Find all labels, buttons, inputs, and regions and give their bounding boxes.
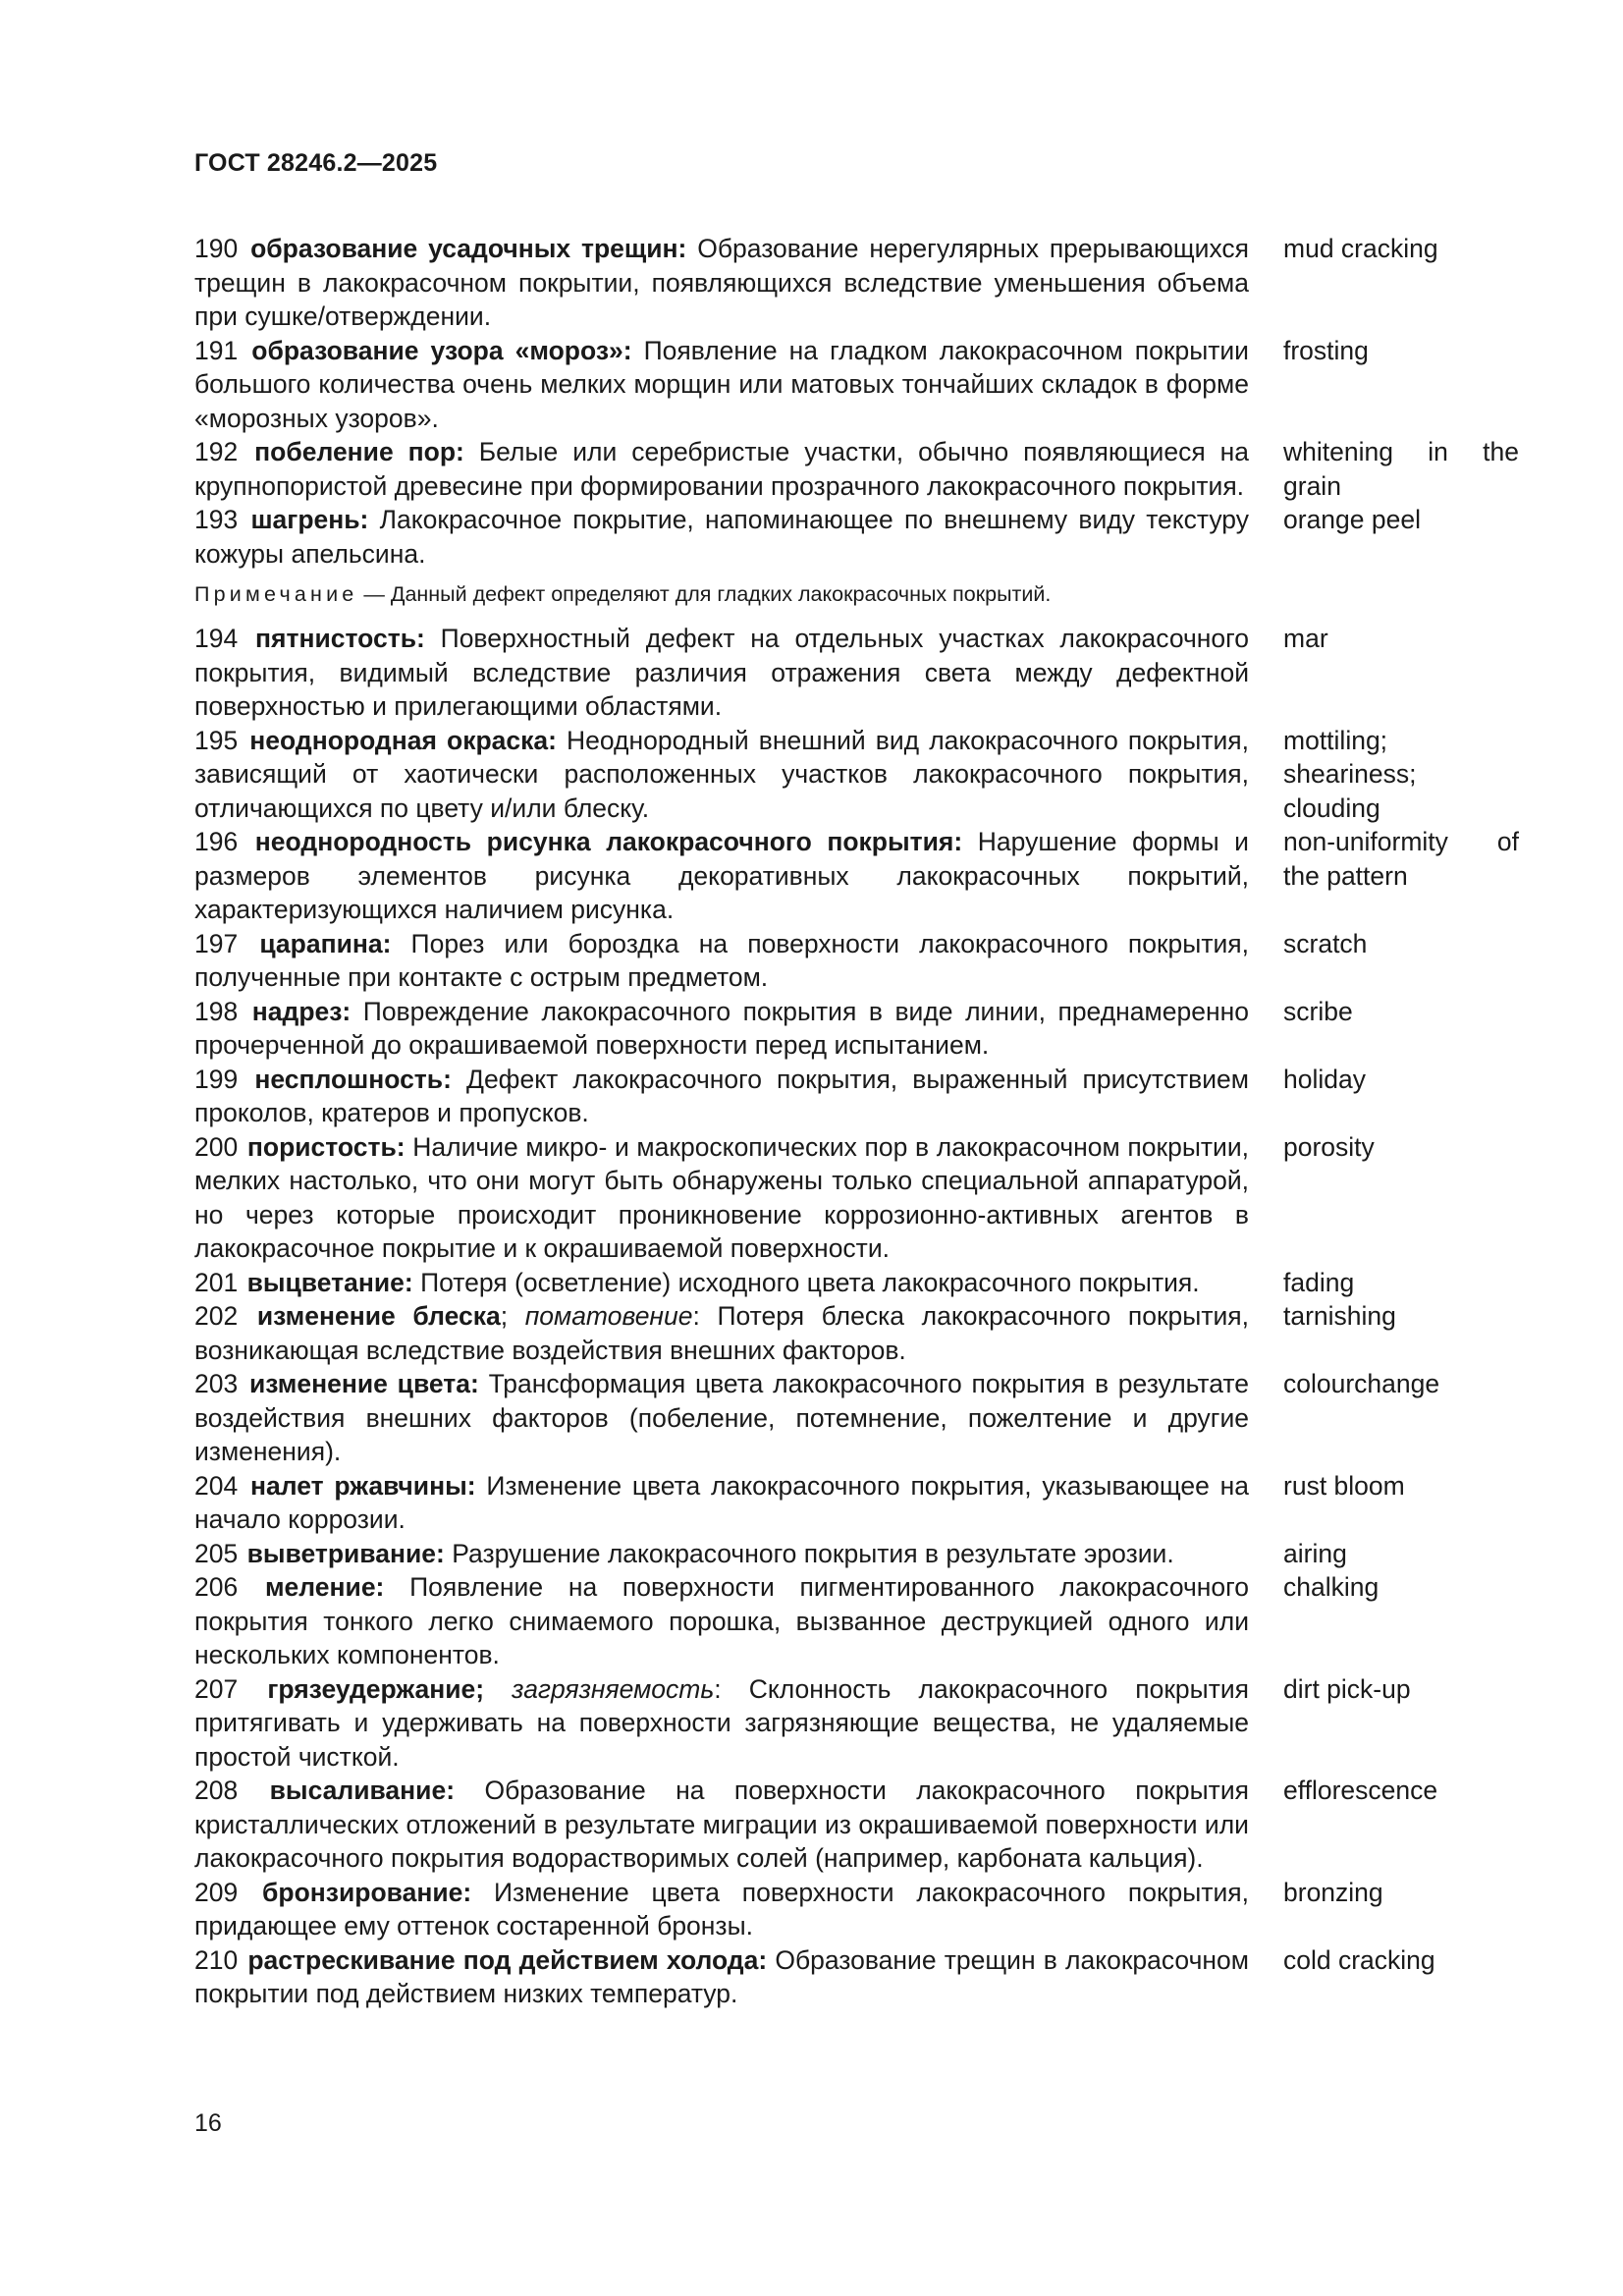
term-english: dirt pick-up — [1283, 1673, 1411, 1704]
term-name: грязеудержание; — [267, 1673, 485, 1704]
term-entry-202 — [194, 1299, 1520, 1367]
term-number: 190 — [194, 234, 239, 263]
term-definition — [194, 1672, 1249, 1775]
term-english: cold cracking — [1283, 1944, 1435, 1975]
term-entry-204 — [194, 1469, 1520, 1537]
page-number: 16 — [194, 2109, 222, 2137]
term-name: налет ржавчины: — [250, 1470, 476, 1501]
term-english: porosity — [1283, 1131, 1375, 1162]
term-english: airing — [1283, 1538, 1347, 1568]
term-name: выветривание: — [246, 1538, 445, 1568]
term-name: царапина: — [259, 928, 392, 958]
term-name: выцветание: — [246, 1267, 413, 1297]
term-definition — [194, 1774, 1249, 1876]
term-definition — [194, 503, 1249, 571]
term-english: scratch — [1283, 928, 1368, 958]
term-entry-201 — [194, 1266, 1520, 1300]
term-definition — [194, 232, 1249, 334]
term-name: высаливание: — [269, 1776, 456, 1805]
term-number: 207 — [194, 1673, 239, 1704]
term-entry-200 — [194, 1130, 1520, 1266]
term-entry-209 — [194, 1876, 1520, 1943]
term-number: 202 — [194, 1301, 239, 1331]
term-name: бронзирование: — [262, 1877, 472, 1907]
term-english: mar — [1283, 624, 1328, 653]
note-text: — Данный дефект определяют для гладких лакокрасочных покрытий. — [357, 582, 1052, 606]
term-english: efflorescence — [1283, 1776, 1438, 1805]
term-number: 196 — [194, 827, 239, 856]
term-number: 197 — [194, 928, 239, 958]
term-number: 199 — [194, 1064, 239, 1094]
term-number: 195 — [194, 725, 239, 755]
terms-list — [194, 232, 1520, 2011]
term-english: colourchange — [1283, 1369, 1440, 1398]
term-english: non-uniformity of the pattern — [1283, 827, 1519, 891]
term-number: 210 — [194, 1944, 239, 1975]
term-name: изменение цвета: — [248, 1369, 479, 1398]
term-number: 191 — [194, 335, 239, 365]
term-number: 192 — [194, 437, 239, 466]
term-text: Появление на поверхности пигментированного лакокрасочного покрытия тонкого легко снимаемого порошка, вызванное деструкцией одного или нескольких компонентов. — [194, 1572, 1249, 1669]
term-name: побеление пор: — [254, 437, 464, 466]
term-definition — [194, 1876, 1249, 1943]
term-definition — [194, 927, 1249, 995]
term-entry-203 — [194, 1367, 1520, 1469]
term-english: frosting — [1283, 335, 1369, 365]
term-number: 206 — [194, 1572, 239, 1602]
term-english: chalking — [1283, 1572, 1380, 1602]
term-name: образование узора «мороз»: — [251, 335, 632, 365]
term-text: Наличие микро- и макроскопических пор в лакокрасочном покрытии, мелких настолько, что они могут быть обнаружены только специальной аппаратурой, но через которые происходит проникновение коррозионно-активных агентов в лакокрасочное покрытие и к окрашиваемой поверхности. — [194, 1131, 1249, 1263]
term-text: Неоднородный внешний вид лакокрасочного покрытия, зависящий от хаотически расположенных участков лакокрасочного покрытия, отличающихся по цвету и/или блеску. — [194, 725, 1249, 823]
term-number: 205 — [194, 1538, 239, 1568]
term-english: rust bloom — [1283, 1470, 1405, 1501]
term-name: неоднородность рисунка лакокрасочного покрытия: — [254, 827, 963, 856]
term-definition — [194, 825, 1249, 927]
term-entry-196 — [194, 825, 1520, 927]
term-entry-208 — [194, 1774, 1520, 1876]
term-synonym: загрязняемость — [512, 1673, 715, 1704]
term-name: пористость: — [246, 1131, 406, 1162]
term-definition — [194, 1570, 1249, 1672]
term-separator: ; — [500, 1301, 525, 1331]
term-entry-192 — [194, 435, 1520, 503]
term-definition — [194, 1469, 1249, 1537]
term-text: Белые или серебристые участки, обычно появляющиеся на крупнопористой древесине при формировании прозрачного лакокрасочного покрытия. — [194, 437, 1249, 501]
term-synonym: поматовение — [524, 1301, 693, 1331]
term-text: Образование нерегулярных прерывающихся трещин в лакокрасочном покрытии, появляющихся вследствие уменьшения объема при сушке/отверждении. — [194, 234, 1249, 331]
term-english: whitening in the grain — [1283, 437, 1519, 501]
term-entry-195 — [194, 724, 1520, 826]
term-name: неоднородная окраска: — [249, 725, 557, 755]
term-number: 201 — [194, 1267, 239, 1297]
term-entry-193 — [194, 503, 1520, 571]
term-entry-197 — [194, 927, 1520, 995]
term-name: шагрень: — [250, 505, 369, 534]
note-label: Примечание — [194, 582, 358, 606]
term-name: меление: — [264, 1572, 385, 1602]
term-definition — [194, 1130, 1249, 1266]
term-entry-206 — [194, 1570, 1520, 1672]
note — [194, 580, 1520, 608]
term-definition — [194, 1299, 1249, 1367]
term-name: надрез: — [251, 996, 352, 1026]
term-english: mud cracking — [1283, 234, 1438, 263]
term-text: Появление на гладком лакокрасочном покрытии большого количества очень мелких морщин или матовых тончайших складок в форме «морозных узоров». — [194, 335, 1249, 433]
term-entry-207 — [194, 1672, 1520, 1775]
term-text: Нарушение формы и размеров элементов рисунка декоративных лакокрасочных покрытий, характеризующихся наличием рисунка. — [194, 827, 1249, 924]
term-text: : Склонность лакокрасочного покрытия притягивать и удерживать на поверхности загрязняющие вещества, не удаляемые простой чисткой. — [194, 1673, 1249, 1772]
term-entry-210 — [194, 1943, 1520, 2011]
term-text: Разрушение лакокрасочного покрытия в результате эрозии. — [444, 1538, 1174, 1568]
term-english: scribe — [1283, 996, 1353, 1026]
term-entry-205 — [194, 1537, 1520, 1571]
term-number: 203 — [194, 1369, 239, 1398]
term-text: Образование трещин в лакокрасочном покрытии под действием низких температур. — [194, 1944, 1249, 2008]
term-number: 200 — [194, 1131, 239, 1162]
term-name: несплошность: — [254, 1064, 452, 1094]
term-text: Изменение цвета лакокрасочного покрытия, указывающее на начало коррозии. — [194, 1470, 1249, 1534]
term-entry-194 — [194, 622, 1520, 724]
term-entry-191 — [194, 334, 1520, 436]
term-number: 193 — [194, 505, 239, 534]
term-text: Трансформация цвета лакокрасочного покрытия в результате воздействия внешних факторов (побеление, потемнение, пожелтение и другие изменения). — [194, 1369, 1249, 1466]
term-english: bronzing — [1283, 1877, 1383, 1907]
document-header: ГОСТ 28246.2—2025 — [194, 149, 438, 177]
term-english: tarnishing — [1283, 1301, 1396, 1331]
term-definition — [194, 1367, 1249, 1469]
term-definition — [194, 334, 1249, 436]
term-number: 204 — [194, 1470, 239, 1501]
term-name: пятнистость: — [255, 624, 425, 653]
term-number: 209 — [194, 1877, 239, 1907]
term-text: Порез или бороздка на поверхности лакокрасочного покрытия, полученные при контакте с острым предметом. — [194, 928, 1249, 992]
term-text: Поверхностный дефект на отдельных участках лакокрасочного покрытия, видимый вследствие различия отражения света между дефектной поверхностью и прилегающими областями. — [194, 624, 1249, 721]
term-name: растрескивание под действием холода: — [247, 1944, 768, 1975]
term-english: fading — [1283, 1267, 1355, 1297]
term-definition — [194, 1266, 1249, 1300]
term-definition — [194, 1537, 1249, 1571]
term-entry-190 — [194, 232, 1520, 334]
term-definition — [194, 995, 1249, 1063]
term-name: образование усадочных трещин: — [250, 234, 687, 263]
term-text: Повреждение лакокрасочного покрытия в виде линии, преднамеренно прочерченной до окрашиваемой поверхности перед испытанием. — [194, 996, 1249, 1060]
term-entry-198 — [194, 995, 1520, 1063]
term-definition — [194, 1943, 1249, 2011]
term-name: изменение блеска — [256, 1301, 501, 1331]
term-english: holiday — [1283, 1064, 1366, 1094]
term-english: mottiling; sheariness; clouding — [1283, 725, 1417, 823]
term-separator — [484, 1674, 512, 1704]
term-definition — [194, 1063, 1249, 1130]
term-text: Дефект лакокрасочного покрытия, выраженный присутствием проколов, кратеров и пропусков. — [194, 1064, 1249, 1127]
term-definition — [194, 435, 1249, 503]
term-definition — [194, 622, 1249, 724]
term-entry-199 — [194, 1063, 1520, 1130]
term-english: orange peel — [1283, 505, 1421, 534]
term-number: 208 — [194, 1776, 239, 1805]
term-text: Изменение цвета поверхности лакокрасочного покрытия, придающее ему оттенок состаренной бронзы. — [194, 1877, 1249, 1941]
term-text: Образование на поверхности лакокрасочного покрытия кристаллических отложений в результате миграции из окрашиваемой поверхности или лакокрасочного покрытия водорастворимых солей (например, карбоната кальция). — [194, 1776, 1249, 1873]
term-number: 194 — [194, 624, 239, 653]
term-text: Лакокрасочное покрытие, напоминающее по внешнему виду текстуру кожуры апельсина. — [194, 505, 1249, 569]
term-text: Потеря (осветление) исходного цвета лакокрасочного покрытия. — [412, 1267, 1200, 1297]
term-text: : Потеря блеска лакокрасочного покрытия, возникающая вследствие воздействия внешних факторов. — [194, 1301, 1249, 1365]
term-number: 198 — [194, 996, 239, 1026]
term-definition — [194, 724, 1249, 826]
